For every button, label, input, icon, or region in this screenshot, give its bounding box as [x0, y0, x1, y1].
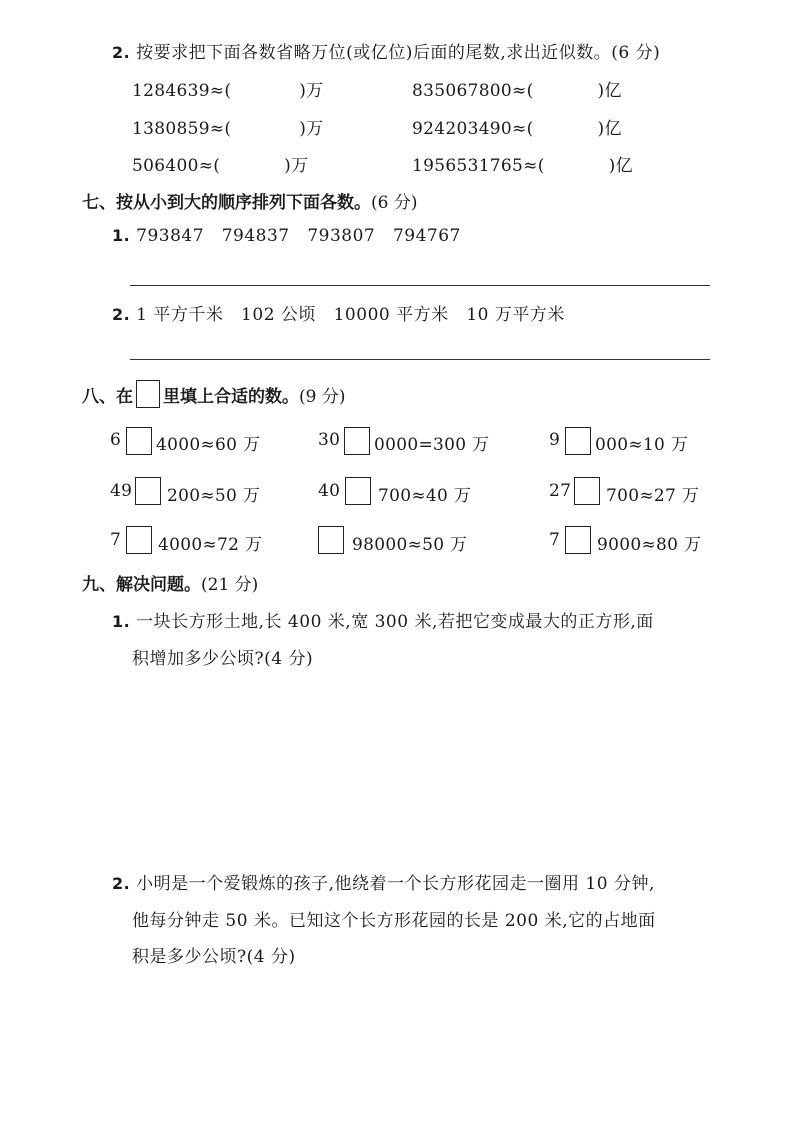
approx-unit: )万	[299, 81, 324, 101]
problem-2-number: 2.	[112, 874, 131, 893]
fill-cell	[549, 481, 571, 501]
section-9-points: (21 分)	[201, 575, 259, 595]
sec7-q1-number: 1.	[112, 226, 131, 245]
q2-number: 2.	[112, 43, 131, 62]
section-8-points: (9 分)	[299, 386, 346, 407]
fill-pre: 7	[110, 530, 122, 550]
answer-box[interactable]	[126, 427, 152, 455]
fill-post: 700≈40 万	[378, 486, 472, 506]
fill-post: 98000≈50 万	[352, 535, 468, 555]
problem-2-line1: 小明是一个爱锻炼的孩子,他绕着一个长方形花园走一圈用 10 分钟,	[136, 874, 655, 894]
section-8-title-a: 八、在	[82, 386, 133, 407]
approx-unit: )亿	[597, 119, 622, 139]
approx-item	[132, 76, 324, 101]
problem-2	[112, 869, 655, 894]
answer-box-sample	[136, 380, 160, 408]
approx-number: 835067800≈(	[412, 81, 534, 101]
approx-unit: )万	[284, 156, 309, 176]
answer-line	[130, 359, 710, 360]
sec7-q1-text: 793847 794837 793807 794767	[136, 226, 461, 246]
sec7-q2-text: 1 平方千米 102 公顷 10000 平方米 10 万平方米	[136, 305, 565, 325]
sec7-q1	[112, 226, 461, 246]
approx-number: 506400≈(	[132, 156, 221, 176]
fill-cell	[549, 530, 560, 550]
fill-post: 700≈27 万	[606, 486, 700, 506]
fill-post: 4000≈60 万	[156, 435, 261, 455]
fill-post: 9000≈80 万	[597, 535, 702, 555]
approx-unit: )亿	[608, 156, 633, 176]
approx-number: 1956531765≈(	[412, 156, 545, 176]
problem-2-line2: 他每分钟走 50 米。已知这个长方形花园的长是 200 米,它的占地面	[132, 911, 656, 931]
problem-1-number: 1.	[112, 612, 131, 631]
fill-cell	[549, 430, 560, 450]
approx-number: 1380859≈(	[132, 119, 232, 139]
answer-box[interactable]	[344, 427, 370, 455]
fill-post: 000≈10 万	[595, 435, 689, 455]
sec7-q2-number: 2.	[112, 305, 131, 324]
answer-box[interactable]	[135, 477, 161, 505]
sec7-q2	[112, 300, 565, 325]
fill-post: 200≈50 万	[167, 486, 261, 506]
fill-post: 0000=300 万	[374, 435, 490, 455]
answer-box[interactable]	[126, 526, 152, 554]
answer-box[interactable]	[345, 477, 371, 505]
fill-pre: 9	[549, 430, 561, 450]
section-7-title	[82, 188, 417, 213]
answer-box[interactable]	[565, 526, 591, 554]
answer-box[interactable]	[574, 477, 600, 505]
fill-pre: 49	[110, 481, 133, 501]
fill-pre: 7	[549, 530, 561, 550]
approx-unit: )万	[299, 119, 324, 139]
approx-number: 924203490≈(	[412, 119, 534, 139]
answer-box[interactable]	[565, 427, 591, 455]
fill-pre: 30	[318, 430, 341, 450]
fill-cell	[110, 481, 132, 501]
approx-item	[132, 151, 308, 176]
approx-item	[412, 151, 633, 176]
answer-box[interactable]	[318, 526, 344, 554]
q2-heading	[112, 38, 660, 63]
problem-1-line1: 一块长方形土地,长 400 米,宽 300 米,若把它变成最大的正方形,面	[136, 612, 654, 632]
fill-pre: 27	[549, 481, 572, 501]
approx-unit: )亿	[597, 81, 622, 101]
fill-pre: 6	[110, 430, 122, 450]
approx-number: 1284639≈(	[132, 81, 232, 101]
section-9-title-text: 九、解决问题。	[82, 575, 201, 595]
approx-item	[412, 76, 622, 101]
fill-cell	[318, 430, 340, 450]
problem-1	[112, 607, 654, 632]
approx-item	[412, 114, 622, 139]
fill-cell	[110, 430, 121, 450]
section-7-points: (6 分)	[371, 193, 418, 213]
section-8-title-b: 里填上合适的数。	[163, 386, 299, 407]
section-8-title	[82, 380, 345, 408]
fill-cell	[110, 530, 121, 550]
approx-item	[132, 114, 324, 139]
q2-text: 按要求把下面各数省略万位(或亿位)后面的尾数,求出近似数。(6 分)	[136, 43, 661, 63]
section-7-title-text: 七、按从小到大的顺序排列下面各数。	[82, 193, 371, 213]
problem-1-line2: 积增加多少公顷?(4 分)	[132, 649, 314, 669]
problem-2-line3: 积是多少公顷?(4 分)	[132, 947, 296, 967]
fill-cell	[318, 481, 340, 501]
section-9-title	[82, 570, 258, 595]
fill-pre: 40	[318, 481, 341, 501]
answer-line	[130, 285, 710, 286]
fill-post: 4000≈72 万	[158, 535, 263, 555]
